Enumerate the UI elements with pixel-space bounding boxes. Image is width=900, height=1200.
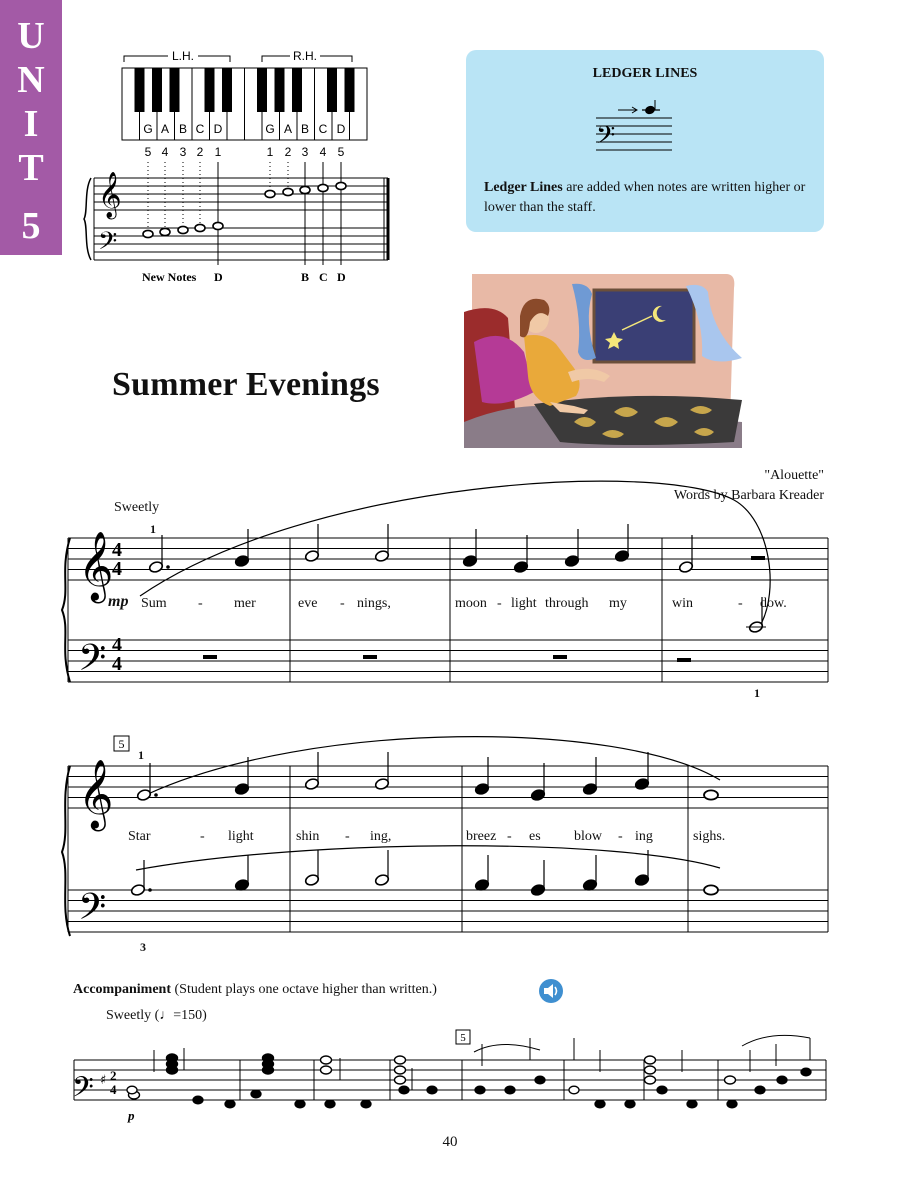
new-notes-label: New Notes — [142, 270, 197, 284]
accompaniment-note-head — [251, 1090, 261, 1098]
whole-note — [283, 188, 293, 195]
accompaniment-notes — [127, 1035, 811, 1107]
mini-treble-clef-icon: 𝄞 — [98, 172, 122, 218]
whole-note — [213, 222, 223, 229]
accompaniment-note-head — [687, 1100, 697, 1108]
lyric-hyphen: - — [200, 829, 205, 844]
accompaniment-note-head — [263, 1054, 274, 1062]
phrase-slur-upper — [148, 737, 720, 794]
mini-brace — [84, 178, 91, 260]
page-number: 40 — [442, 1134, 458, 1150]
rh-key-a: A — [283, 122, 293, 136]
lh-key-g: G — [143, 122, 153, 136]
system-1-brace — [62, 538, 70, 682]
rh-key-d: D — [336, 122, 346, 136]
unit-number: 5 — [21, 205, 41, 247]
key-signature-sharp-icon: ♯ — [100, 1073, 107, 1088]
ledger-lines-title: LEDGER LINES — [592, 66, 698, 81]
augmentation-dot — [148, 888, 152, 892]
black-key — [135, 68, 145, 112]
rh-key-b: B — [300, 122, 310, 136]
lyric-hyphen: - — [738, 596, 743, 611]
black-key — [257, 68, 267, 112]
accompaniment-note-head — [395, 1076, 406, 1084]
hand-brackets — [124, 56, 352, 62]
half-rest — [203, 655, 217, 659]
lyric: light — [511, 596, 537, 611]
score-system-1 — [60, 480, 840, 710]
mini-grand-staff — [94, 178, 388, 260]
quarter-note-icon: ♩ — [159, 1008, 174, 1023]
lh-finger-1: 1 — [214, 145, 222, 159]
accompaniment-note-head — [399, 1086, 409, 1094]
accompaniment-note-head — [475, 1086, 485, 1094]
quarter-note-head — [634, 777, 649, 790]
half-note-head — [136, 788, 151, 801]
accompaniment-note-head — [505, 1086, 515, 1094]
fingering-s1-lh: 1 — [754, 686, 760, 700]
ledger-bass-clef-icon: 𝄢 — [596, 121, 616, 156]
accompaniment-note-head — [755, 1086, 765, 1094]
rh-label: R.H. — [293, 49, 317, 63]
half-note-head — [374, 777, 389, 790]
quarter-note-head — [234, 782, 249, 795]
rh-key-c: C — [318, 122, 328, 136]
accompaniment-staff-lines — [74, 1060, 826, 1100]
lh-finger-4: 4 — [161, 145, 169, 159]
accompaniment-note-head — [625, 1100, 635, 1108]
half-note-head — [678, 560, 693, 573]
rh-finger-5: 5 — [337, 145, 345, 159]
lyric-hyphen: - — [618, 829, 623, 844]
score-system-2 — [60, 730, 840, 960]
whole-note — [178, 226, 188, 233]
whole-note — [265, 190, 275, 197]
system-2-treble-clef-icon: 𝄞 — [78, 759, 114, 829]
lyric: win — [672, 596, 693, 611]
ledger-lines-info-box — [466, 50, 824, 232]
accompaniment-measure-number: 5 — [460, 1032, 466, 1044]
accompaniment-note-head — [295, 1100, 305, 1108]
accompaniment-note-head — [645, 1056, 656, 1064]
unit-tab — [0, 0, 62, 255]
ledger-lines-definition: are added when notes are written higher or lower than the staff. — [484, 180, 806, 215]
lh-finger-3: 3 — [179, 145, 187, 159]
ledger-arrow-icon — [618, 107, 637, 113]
accompaniment-note-head — [535, 1076, 545, 1084]
rh-finger-2: 2 — [284, 145, 292, 159]
time-sig-bass-top: 4 — [112, 634, 122, 656]
lyric: mer — [234, 596, 256, 611]
new-note-rh-c: C — [319, 270, 328, 284]
lh-key-a: A — [160, 122, 170, 136]
lyric-hyphen: - — [198, 596, 203, 611]
black-key — [327, 68, 337, 112]
lh-finger-2: 2 — [196, 145, 204, 159]
system-1-treble-clef-icon: 𝄞 — [78, 531, 114, 601]
new-note-lh-d: D — [214, 270, 223, 284]
accompaniment-note-head — [361, 1100, 371, 1108]
time-sig-bass-bottom: 4 — [112, 653, 122, 675]
whole-note — [704, 790, 718, 799]
fingering-s2-lh: 3 — [140, 940, 146, 954]
lyric: Sum — [141, 596, 167, 611]
rh-finger-3: 3 — [301, 145, 309, 159]
lyric: blow — [574, 829, 602, 844]
lh-label: L.H. — [171, 49, 195, 63]
black-key — [345, 68, 355, 112]
lyric: moon — [455, 596, 487, 611]
accompaniment-staff — [70, 1024, 830, 1128]
whole-note — [704, 885, 718, 894]
whole-note — [318, 184, 328, 191]
new-note-guide-lines — [218, 162, 341, 265]
lyric: through — [545, 596, 589, 611]
accompaniment-note-head — [645, 1076, 656, 1084]
lh-finger-5: 5 — [144, 145, 152, 159]
accompaniment-dynamic-p: p — [128, 1108, 135, 1123]
tempo-marking: Sweetly — [114, 500, 160, 515]
song-title: Summer Evenings — [112, 366, 380, 403]
lyric: sighs. — [693, 829, 726, 844]
ledger-example-note — [644, 105, 656, 116]
credit-source: "Alouette" — [764, 468, 824, 483]
quarter-note-head — [614, 549, 629, 562]
half-rest — [553, 655, 567, 659]
lyric: breez — [466, 829, 497, 844]
quarter-note-head — [564, 554, 579, 567]
lyric-hyphen: - — [497, 596, 502, 611]
half-rest — [677, 658, 691, 662]
accompaniment-tempo-value: =150) — [173, 1008, 207, 1023]
girl-at-window-illustration — [464, 272, 742, 448]
lyric: light — [228, 829, 254, 844]
accompaniment-note-head — [321, 1066, 332, 1074]
half-note-head — [374, 873, 389, 886]
unit-letter-n: N — [17, 59, 45, 101]
credit-words: Words by Barbara Kreader — [673, 488, 824, 503]
quarter-note-head — [582, 782, 597, 795]
new-notes-diagram — [80, 40, 400, 290]
ledger-lines-term: Ledger Lines — [484, 180, 563, 195]
accompaniment-note-head — [645, 1066, 656, 1074]
lyric: ing — [635, 829, 653, 844]
accompaniment-note-head — [725, 1076, 736, 1084]
new-note-rh-d: D — [337, 270, 346, 284]
lyric: ing, — [370, 829, 392, 844]
lh-key-c: C — [195, 122, 205, 136]
quarter-note-head — [234, 554, 249, 567]
black-key — [275, 68, 285, 112]
lyric: es — [529, 829, 541, 844]
accompaniment-note-head — [321, 1056, 332, 1064]
accompaniment-note-head — [427, 1086, 437, 1094]
lyric: my — [609, 596, 627, 611]
black-key — [152, 68, 162, 112]
accompaniment-note-head — [167, 1054, 178, 1062]
accompaniment-tempo-text: Sweetly ( — [106, 1008, 160, 1023]
acc-time-sig-bottom: 4 — [110, 1082, 117, 1097]
accompaniment-note-head — [127, 1086, 137, 1094]
audio-speaker-icon[interactable] — [538, 978, 564, 1004]
unit-letter-i: I — [23, 103, 39, 145]
lyric: nings, — [357, 596, 391, 611]
quarter-note-head — [530, 883, 545, 896]
accompaniment-note-head — [395, 1056, 406, 1064]
ledger-lines-text — [484, 178, 814, 218]
half-note-head — [148, 560, 163, 573]
system-2-notes — [130, 752, 718, 897]
unit-letter-u: U — [17, 15, 45, 57]
augmentation-dot — [166, 565, 170, 569]
accompaniment-label — [73, 982, 437, 998]
system-1-staff-lines — [68, 538, 828, 682]
fingering-s2-rh: 1 — [138, 748, 144, 762]
accompaniment-note-head — [395, 1066, 406, 1074]
accompaniment-note-head — [657, 1086, 667, 1094]
unit-letter-t: T — [18, 147, 44, 189]
accompaniment-note-head — [727, 1100, 737, 1108]
rh-finger-1: 1 — [266, 145, 274, 159]
quarter-note-head — [634, 873, 649, 886]
whole-note — [195, 224, 205, 231]
quarter-note-head — [513, 560, 528, 573]
black-key — [292, 68, 302, 112]
fingering-s1-rh: 1 — [150, 522, 156, 536]
new-note-rh-b: B — [301, 270, 310, 284]
accompaniment-note-head — [777, 1076, 787, 1084]
half-note-head — [304, 549, 319, 562]
measure-number: 5 — [118, 737, 125, 751]
whole-note — [300, 186, 310, 193]
mini-bass-clef-icon: 𝄢 — [98, 227, 118, 262]
augmentation-dot — [154, 793, 158, 797]
lyric: eve — [298, 596, 318, 611]
lyric: Star — [128, 829, 151, 844]
quarter-note-head — [462, 554, 477, 567]
half-note-head — [304, 777, 319, 790]
lyric-hyphen: - — [507, 829, 512, 844]
quarter-note-head — [474, 782, 489, 795]
accompaniment-note-head — [595, 1100, 605, 1108]
accompaniment-note-head — [193, 1096, 203, 1104]
lyric: shin — [296, 829, 320, 844]
whole-note — [160, 228, 170, 235]
time-sig-treble-bottom: 4 — [112, 558, 122, 580]
rh-finger-4: 4 — [319, 145, 327, 159]
accompaniment-tempo — [106, 1008, 207, 1024]
lh-key-d: D — [213, 122, 223, 136]
half-rest — [363, 655, 377, 659]
dynamic-mp: mp — [108, 593, 129, 610]
lyric-hyphen: - — [345, 829, 350, 844]
lyric-hyphen: - — [340, 596, 345, 611]
black-key — [222, 68, 232, 112]
whole-note — [336, 182, 346, 189]
whole-note — [143, 230, 153, 237]
middle-c-label: Middle C — [206, 71, 213, 99]
accompaniment-title: Accompaniment — [73, 982, 171, 997]
system-1-bass-clef-icon: 𝄢 — [78, 637, 107, 688]
half-note-head — [130, 883, 145, 896]
half-note-head — [304, 873, 319, 886]
ledger-example-staff — [594, 100, 674, 160]
black-key — [170, 68, 180, 112]
time-sig-treble-top: 4 — [112, 539, 122, 561]
accompaniment-note-head — [225, 1100, 235, 1108]
lh-key-b: B — [178, 122, 188, 136]
accompaniment-note: (Student plays one octave higher than written.) — [171, 982, 437, 997]
phrase-slur-lower — [136, 846, 720, 870]
half-note-head — [374, 549, 389, 562]
lyric: dow. — [760, 596, 787, 611]
accompaniment-note-head — [325, 1100, 335, 1108]
accompaniment-note-head — [569, 1086, 579, 1094]
accompaniment-note-head — [801, 1068, 811, 1076]
half-rest — [751, 556, 765, 560]
acc-time-sig-top: 2 — [110, 1068, 117, 1083]
quarter-note-head — [530, 788, 545, 801]
accompaniment-bass-clef-icon: 𝄢 — [72, 1071, 94, 1111]
rh-key-g: G — [265, 122, 275, 136]
system-2-bass-clef-icon: 𝄢 — [78, 886, 107, 937]
